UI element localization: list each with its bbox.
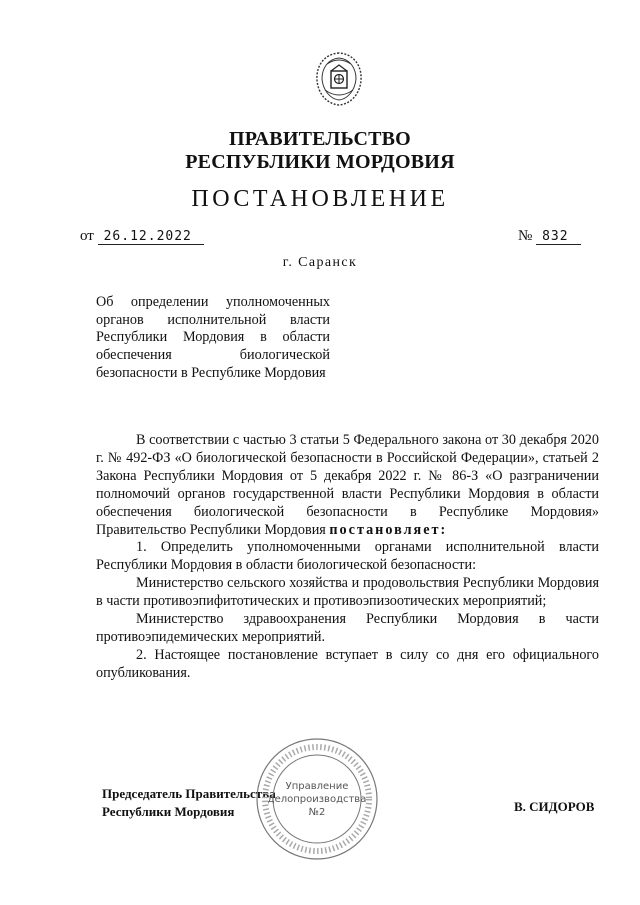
ministry-health: Министерство здравоохранения Республики Мордовия в части противоэпидемических мероприятий. <box>96 611 599 645</box>
document-subject: Об определении уполномоченных органов исполнительной власти Республики Мордовия в области обеспечения биологической безопасности в Республике Мордовия <box>96 294 330 381</box>
stamp-line3: №2 <box>308 807 326 818</box>
stamp-text <box>254 780 380 819</box>
date-prefix: от <box>80 228 94 244</box>
city: г. Саранск <box>282 255 358 270</box>
org-name-line1: ПРАВИТЕЛЬСТВО <box>229 128 411 150</box>
number-value: 832 <box>536 229 580 245</box>
signatory-title-line2: Республики Мордовия <box>102 804 235 819</box>
coat-of-arms-icon <box>312 50 366 108</box>
item-1: 1. Определить уполномоченными органами исполнительной власти Республики Мордовия в области биологической безопасности: <box>96 539 599 574</box>
intro-text: В соответствии с частью 3 статьи 5 Федерального закона от 30 декабря 2020 г. № 492-ФЗ «О биологической безопасности в Российской Федерации», статьей 2 Закона Республики Мордовия от 5 декабря 2022 г. № 86-З «О разграничении полномочий органов государственной власти Республики Мордовия в области обеспечения биологической безопасности в Республике Мордовия» Правительство Республики Мордовия <box>96 432 599 538</box>
number-line <box>518 228 581 245</box>
registration-stamp <box>254 736 380 862</box>
intro-paragraph <box>96 432 599 539</box>
date-line <box>80 228 204 245</box>
item-2: 2. Настоящее постановление вступает в силу со дня его официального опубликования. <box>96 646 599 681</box>
signatory-title-line1: Председатель Правительства <box>102 786 276 801</box>
ministry-agriculture: Министерство сельского хозяйства и продовольствия Республики Мордовия в части противоэпифитотических и противоэпизоотических мероприятий; <box>96 575 599 610</box>
stamp-line2: делопроизводства <box>267 794 367 805</box>
decree-word: постановляет: <box>329 521 448 538</box>
document-type: ПОСТАНОВЛЕНИЕ <box>191 186 449 212</box>
date-value: 26.12.2022 <box>98 229 204 245</box>
body-text <box>96 432 599 683</box>
number-prefix: № <box>518 228 533 244</box>
signatory-title <box>102 785 276 821</box>
org-name-line2: РЕСПУБЛИКИ МОРДОВИЯ <box>185 151 455 173</box>
stamp-line1: Управление <box>285 781 349 792</box>
signatory-name: В. СИДОРОВ <box>514 799 595 814</box>
